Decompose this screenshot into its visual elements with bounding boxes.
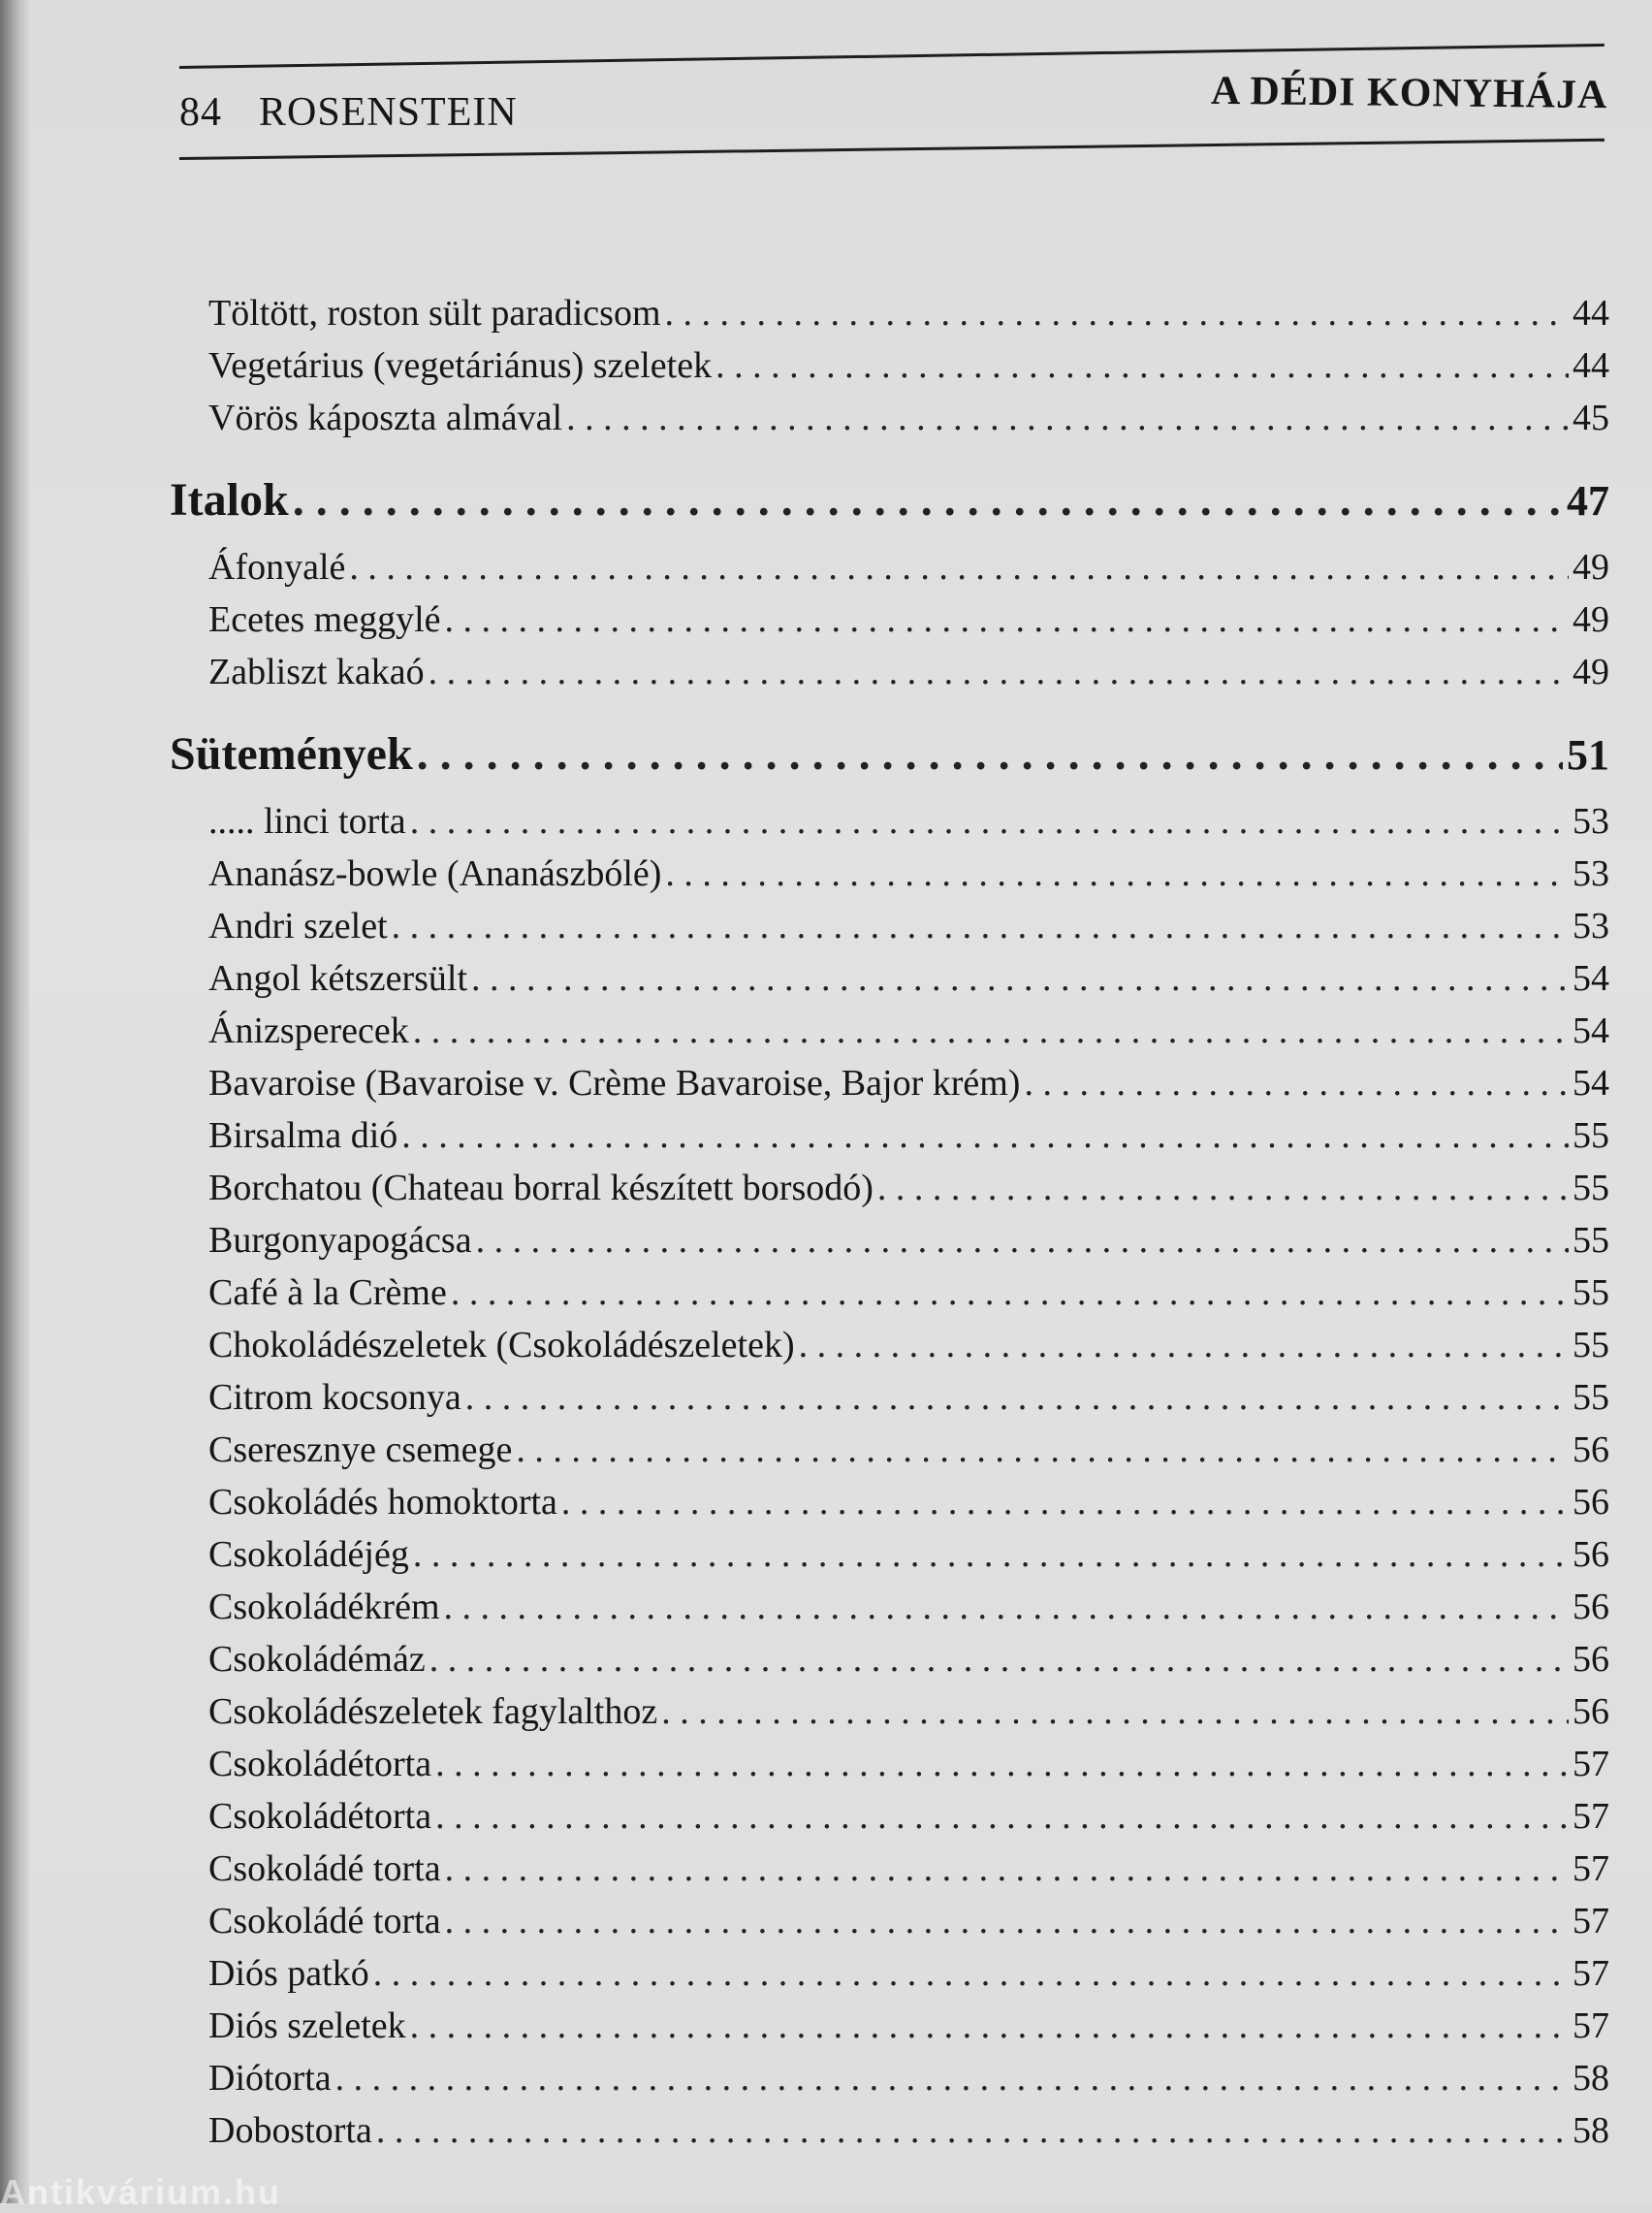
dot-leader (661, 1685, 1569, 1738)
toc-entry-label: Andri szelet (208, 906, 388, 946)
toc-entry-label: Ananász-bowle (Ananászbólé) (208, 853, 662, 894)
toc-entry (170, 1267, 1609, 1319)
toc-entry-page: 58 (1573, 2110, 1609, 2151)
toc-entry-label: Csokoládémáz (208, 1639, 426, 1680)
toc-entry (170, 1528, 1609, 1581)
toc-entry-page: 53 (1573, 906, 1609, 946)
toc-entry-page: 55 (1573, 1220, 1609, 1261)
toc-entry (170, 1214, 1609, 1267)
toc-entry-page: 56 (1573, 1534, 1609, 1575)
toc-entry-page: 56 (1573, 1482, 1609, 1523)
dot-leader (401, 1109, 1569, 1162)
dot-leader (465, 1371, 1569, 1424)
toc-entry-page: 56 (1573, 1587, 1609, 1627)
toc-entry-label: Diótorta (208, 2058, 332, 2099)
toc-entry (170, 339, 1609, 392)
dot-leader (413, 1005, 1569, 1057)
toc-entry (170, 541, 1609, 593)
toc-entry-page: 56 (1573, 1429, 1609, 1470)
toc-entry-page: 56 (1573, 1639, 1609, 1680)
toc-entry (170, 1319, 1609, 1371)
running-header-left (179, 89, 518, 136)
toc-entry-page: 55 (1573, 1272, 1609, 1313)
toc-entry-label: Citrom kocsonya (208, 1377, 461, 1418)
toc-entry-page: 44 (1573, 345, 1609, 386)
toc-entry (170, 287, 1609, 339)
toc-entry (170, 1057, 1609, 1109)
toc-entry-label: Café à la Crème (208, 1272, 447, 1313)
toc-entry (170, 1109, 1609, 1162)
toc-entry-label: Borchatou (Chateau borral készített borsodó) (208, 1168, 874, 1208)
toc-entry-page: 55 (1573, 1115, 1609, 1156)
dot-leader (516, 1424, 1569, 1476)
toc-section-heading (170, 720, 1609, 789)
toc-entry (170, 1790, 1609, 1843)
toc-entry-label: Csokoládétorta (208, 1744, 432, 1784)
toc-entry (170, 1581, 1609, 1633)
toc-entry-label: Angol kétszersült (208, 958, 468, 999)
dot-leader (445, 593, 1569, 646)
toc-entry-label: Csokoládéjég (208, 1534, 409, 1575)
toc-entry-label: Sütemények (170, 728, 413, 780)
toc-entry-label: Csokoládé torta (208, 1848, 441, 1889)
toc-entry (170, 1947, 1609, 2000)
page-edge (0, 0, 29, 2203)
toc-entry-label: Töltött, roston sült paradicsom (208, 293, 661, 334)
toc-entry (170, 795, 1609, 848)
toc-entry-page: 44 (1573, 293, 1609, 334)
toc-entry (170, 1424, 1609, 1476)
toc-entry-label: ..... linci torta (208, 801, 406, 842)
toc-entry-label: Chokoládészeletek (Csokoládészeletek) (208, 1325, 795, 1365)
toc-entry-page: 49 (1573, 652, 1609, 692)
toc-entry-label: Csokoládékrém (208, 1587, 440, 1627)
dot-leader (665, 848, 1569, 900)
toc-entry-page: 54 (1573, 958, 1609, 999)
dot-leader (444, 1581, 1569, 1633)
dot-leader (417, 720, 1563, 789)
toc-entry-label: Vörös káposzta almával (208, 398, 563, 438)
table-of-contents (170, 287, 1609, 2157)
dot-leader (561, 1476, 1569, 1528)
toc-entry-label: Ánizsperecek (208, 1010, 409, 1051)
dot-leader (445, 1843, 1569, 1895)
toc-entry-page: 45 (1573, 398, 1609, 438)
toc-section-heading (170, 465, 1609, 535)
toc-entry-label: Diós szeletek (208, 2005, 406, 2046)
toc-entry-page: 57 (1573, 1848, 1609, 1889)
toc-entry-page: 49 (1573, 599, 1609, 640)
toc-entry-page: 57 (1573, 2005, 1609, 2046)
dot-leader (1024, 1057, 1569, 1109)
toc-entry-label: Csokoládés homoktorta (208, 1482, 557, 1523)
dot-leader (476, 1214, 1569, 1267)
toc-entry-page: 55 (1573, 1168, 1609, 1208)
dot-leader (435, 1790, 1569, 1843)
toc-entry-label: Italok (170, 474, 289, 526)
toc-entry (170, 1738, 1609, 1790)
toc-entry (170, 900, 1609, 952)
toc-entry (170, 646, 1609, 698)
toc-entry-label: Ecetes meggylé (208, 599, 441, 640)
toc-entry-page: 55 (1573, 1377, 1609, 1418)
toc-entry (170, 1843, 1609, 1895)
toc-entry-label: Vegetárius (vegetáriánus) szeletek (208, 345, 713, 386)
dot-leader (410, 2000, 1569, 2052)
toc-entry (170, 1371, 1609, 1424)
toc-entry (170, 1162, 1609, 1214)
toc-entry-page: 51 (1567, 731, 1609, 779)
toc-entry (170, 1633, 1609, 1685)
toc-entry-label: Burgonyapogácsa (208, 1220, 472, 1261)
dot-leader (435, 1738, 1569, 1790)
dot-leader (429, 646, 1569, 698)
dot-leader (451, 1267, 1569, 1319)
toc-entry (170, 952, 1609, 1005)
toc-entry-page: 57 (1573, 1901, 1609, 1941)
toc-entry-label: Áfonyalé (208, 547, 346, 588)
toc-entry-page: 57 (1573, 1744, 1609, 1784)
toc-entry-page: 47 (1567, 477, 1609, 525)
dot-leader (471, 952, 1569, 1005)
toc-entry-label: Dobostorta (208, 2110, 372, 2151)
toc-entry-label: Zabliszt kakaó (208, 652, 425, 692)
dot-leader (335, 2052, 1569, 2104)
toc-entry-page: 56 (1573, 1691, 1609, 1732)
toc-entry-page: 57 (1573, 1953, 1609, 1994)
dot-leader (566, 392, 1569, 444)
toc-entry-label: Bavaroise (Bavaroise v. Crème Bavaroise, Bajor krém) (208, 1063, 1021, 1104)
dot-leader (877, 1162, 1569, 1214)
dot-leader (799, 1319, 1569, 1371)
page-number: 84 (179, 90, 222, 135)
toc-entry (170, 1895, 1609, 1947)
toc-entry-page: 58 (1573, 2058, 1609, 2099)
toc-entry (170, 2000, 1609, 2052)
dot-leader (429, 1633, 1569, 1685)
toc-entry (170, 2104, 1609, 2157)
dot-leader (665, 287, 1569, 339)
dot-leader (392, 900, 1569, 952)
toc-entry (170, 1685, 1609, 1738)
toc-entry-label: Diós patkó (208, 1953, 369, 1994)
toc-entry (170, 1476, 1609, 1528)
dot-leader (293, 465, 1563, 535)
toc-entry-label: Cseresznye csemege (208, 1429, 513, 1470)
toc-entry-label: Csokoládétorta (208, 1796, 432, 1837)
toc-entry-page: 57 (1573, 1796, 1609, 1837)
toc-entry-page: 54 (1573, 1010, 1609, 1051)
toc-entry (170, 392, 1609, 444)
toc-entry-page: 54 (1573, 1063, 1609, 1104)
toc-entry-label: Csokoládé torta (208, 1901, 441, 1941)
dot-leader (715, 339, 1569, 392)
dot-leader (349, 541, 1569, 593)
toc-entry (170, 848, 1609, 900)
toc-entry (170, 2052, 1609, 2104)
toc-entry (170, 1005, 1609, 1057)
book-title: A DÉDI KONYHÁJA (1210, 68, 1608, 118)
toc-entry-page: 53 (1573, 853, 1609, 894)
watermark: Antikvárium.hu (0, 2172, 282, 2212)
toc-entry-page: 49 (1573, 547, 1609, 588)
toc-entry-label: Birsalma dió (208, 1115, 398, 1156)
toc-entry (170, 593, 1609, 646)
toc-entry-page: 55 (1573, 1325, 1609, 1365)
dot-leader (373, 1947, 1569, 2000)
toc-entry-page: 53 (1573, 801, 1609, 842)
dot-leader (410, 795, 1569, 848)
toc-entry-label: Csokoládészeletek fagylalthoz (208, 1691, 658, 1732)
author-name: ROSENSTEIN (259, 90, 518, 135)
dot-leader (376, 2104, 1569, 2157)
dot-leader (445, 1895, 1569, 1947)
dot-leader (413, 1528, 1569, 1581)
